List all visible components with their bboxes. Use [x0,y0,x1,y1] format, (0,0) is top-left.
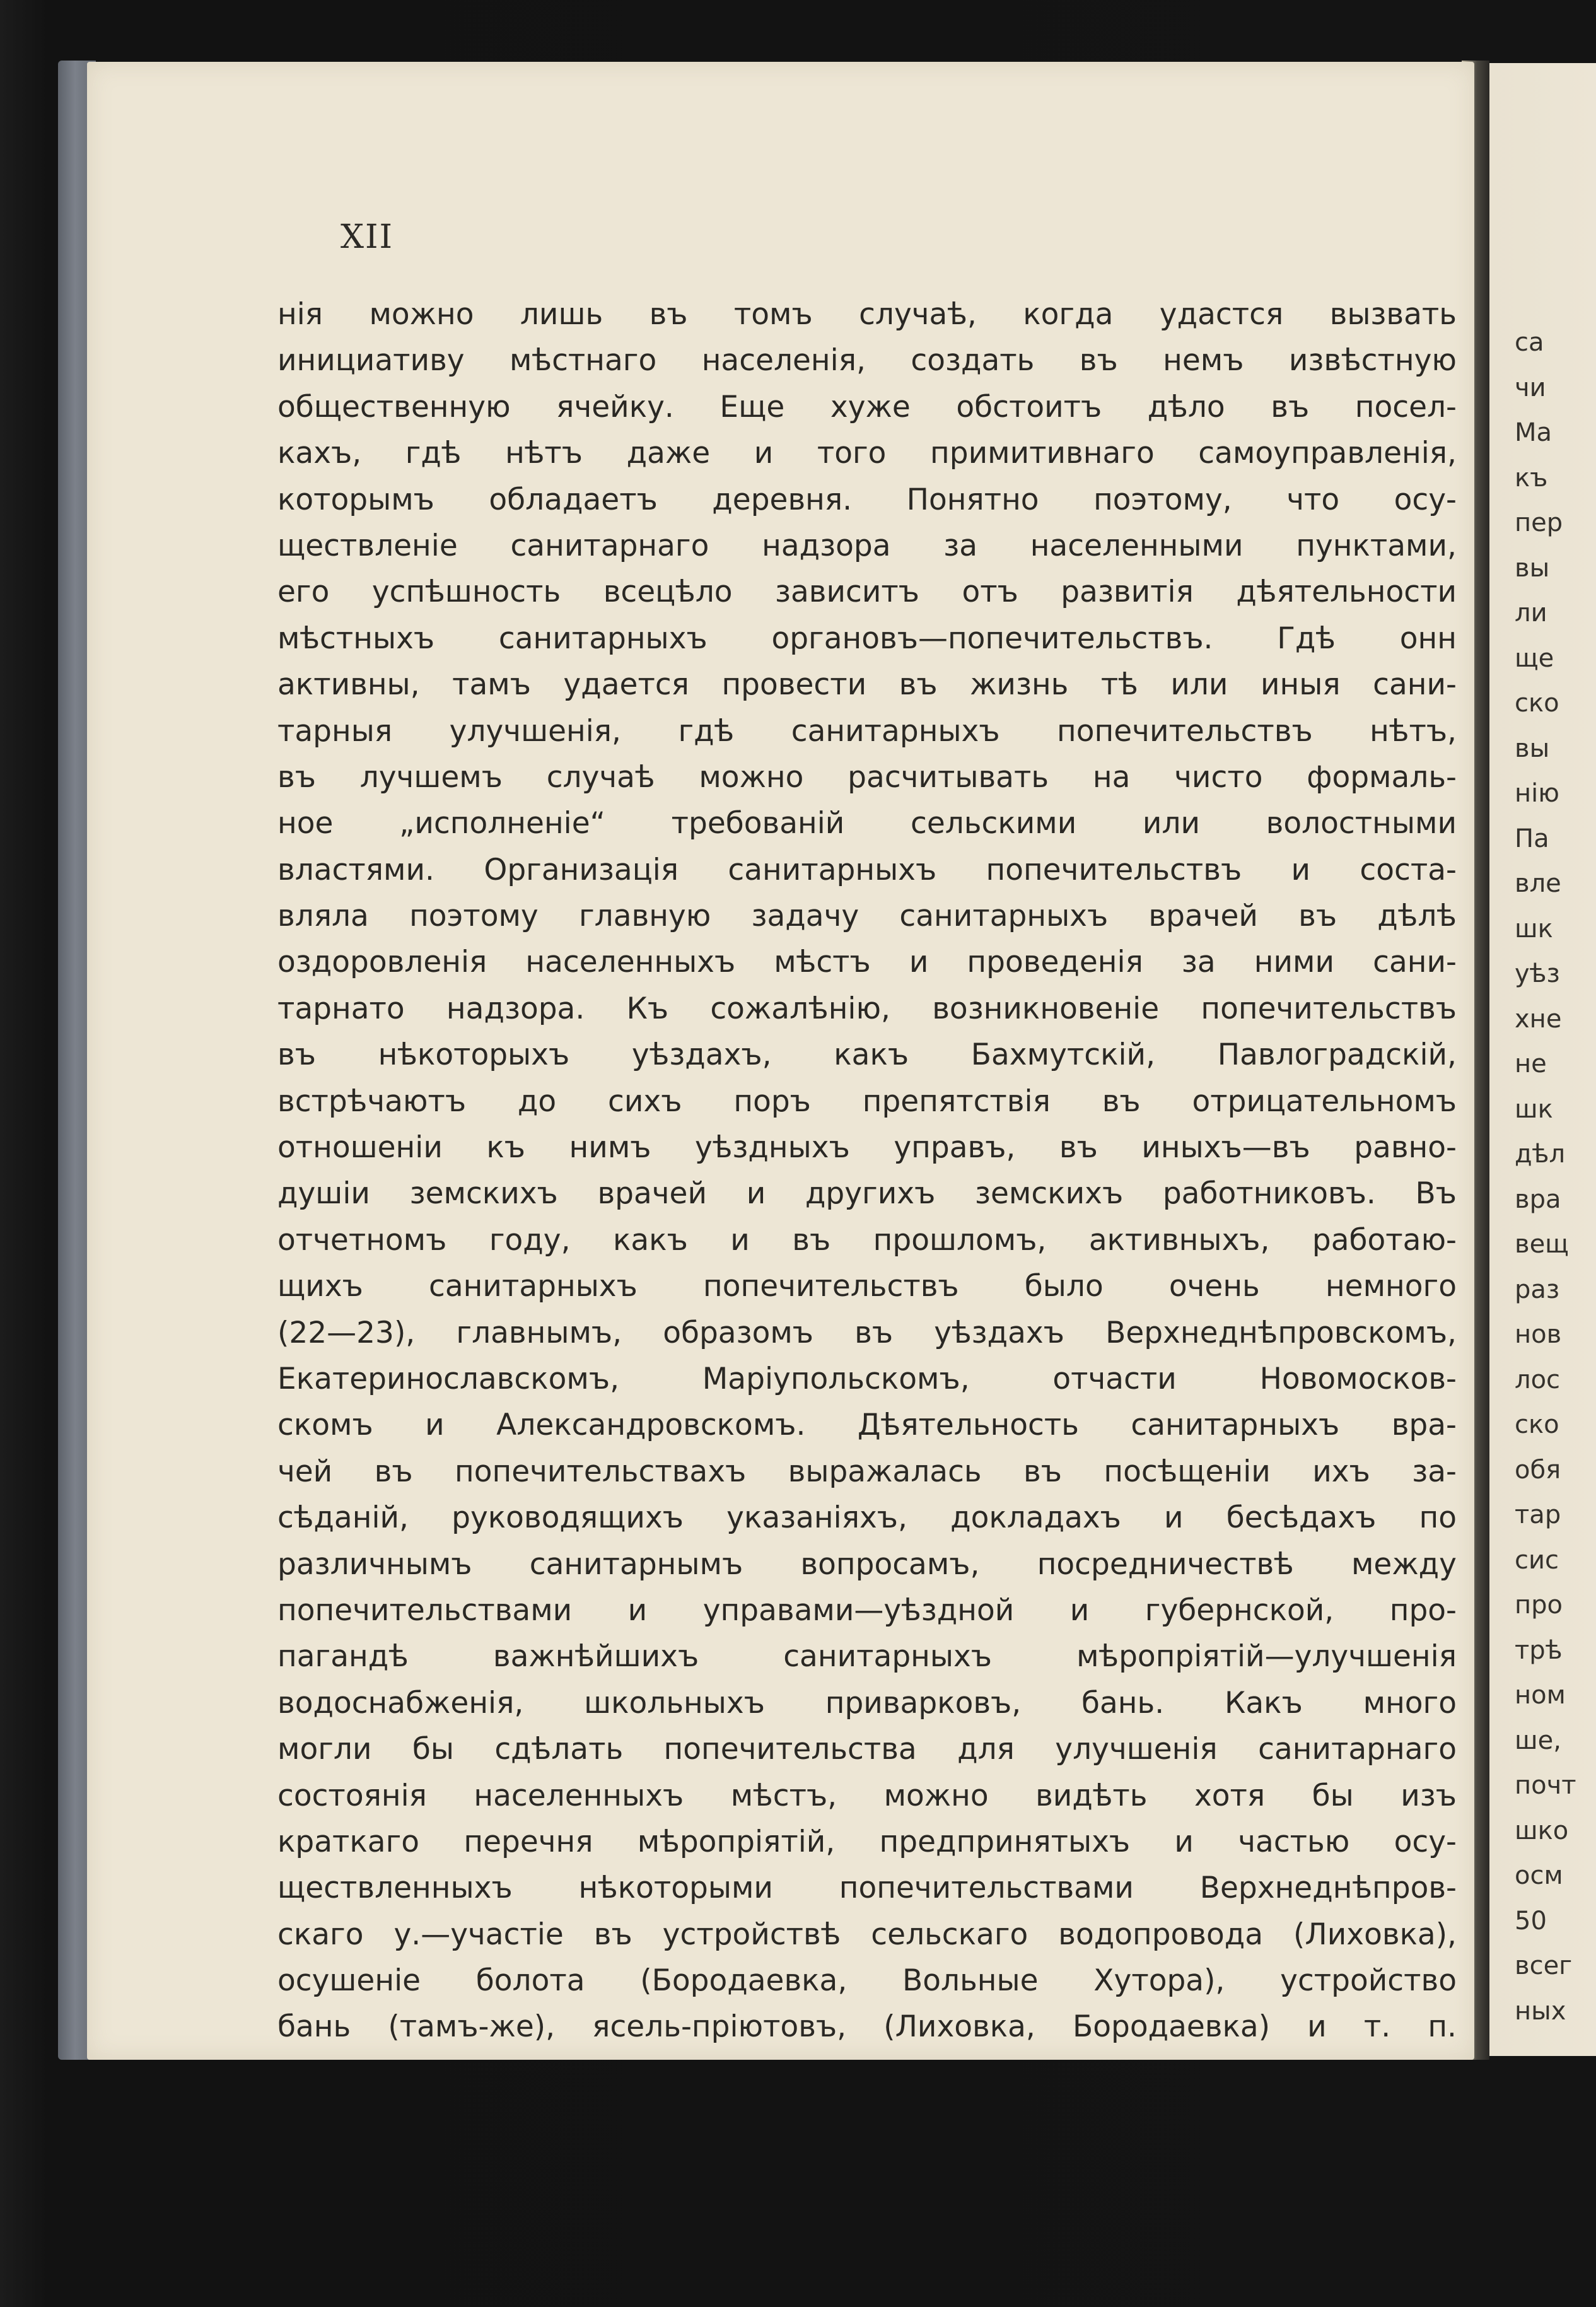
next-page-fragment: вы [1515,733,1550,763]
text-line: кахъ, гдѣ нѣтъ даже и того примитивнаго самоуправленія, [277,436,1457,471]
next-page-fragment: ном [1515,1681,1566,1710]
text-line: ществленіе санитарнаго надзора за населенными пунктами, [277,528,1457,563]
next-page-fragment: Ма [1515,418,1552,447]
text-line: попечительствами и управами—уѣздной и губернской, про- [277,1592,1457,1628]
text-line: ществленныхъ нѣкоторыми попечительствами Верхнеднѣпров- [277,1871,1457,1906]
next-page-fragment: трѣ [1515,1635,1563,1665]
text-line: нія можно лишь въ томъ случаѣ, когда удастся вызвать [277,297,1457,332]
next-page-fragment: вещ [1515,1230,1569,1259]
next-page-fragment: шко [1515,1816,1569,1845]
next-page-fragment: нов [1515,1320,1562,1349]
next-page-fragment: вра [1515,1184,1561,1214]
next-page-fragment: нію [1515,779,1559,808]
text-line: скаго у.—участіе въ устройствѣ сельскаго водопровода (Лиховка), [277,1917,1457,1952]
next-page-fragment: ско [1515,689,1559,718]
next-page-fragment: 50 [1515,1906,1547,1936]
next-page-fragment: ли [1515,599,1547,628]
text-line: мѣстныхъ санитарныхъ органовъ—попечительствъ. Гдѣ онн [277,621,1457,656]
text-line: отношеніи къ нимъ уѣздныхъ управъ, въ иныхъ—въ равно- [277,1130,1457,1165]
next-page-fragment: пер [1515,508,1563,537]
next-page-fragment: вы [1515,553,1550,583]
text-line: вляла поэтому главную задачу санитарныхъ врачей въ дѣлѣ [277,899,1457,934]
text-line: встрѣчаютъ до сихъ поръ препятствія въ отрицательномъ [277,1083,1457,1119]
text-line: въ нѣкоторыхъ уѣздахъ, какъ Бахмутскій, Павлоградскій, [277,1037,1457,1073]
text-line: скомъ и Александровскомъ. Дѣятельность санитарныхъ вра- [277,1408,1457,1443]
next-page-fragment: чи [1515,373,1546,402]
text-line: краткаго перечня мѣропріятій, предпринятыхъ и частью осу- [277,1824,1457,1859]
page-body-text [277,291,1457,2050]
text-line: чей въ попечительствахъ выражалась въ посѣщеніи ихъ за- [277,1454,1457,1489]
text-line: ное „исполненіе“ требованій сельскими или волостными [277,806,1457,841]
text-line: щихъ санитарныхъ попечительствъ было очень немного [277,1269,1457,1304]
next-page-fragment: раз [1515,1275,1560,1304]
next-page-fragment: обя [1515,1455,1561,1485]
text-line: оздоровленія населенныхъ мѣстъ и проведенія за ними сани- [277,945,1457,980]
next-page-fragment: дѣл [1515,1140,1566,1169]
text-line: могли бы сдѣлать попечительства для улучшенія санитарнаго [277,1732,1457,1767]
text-line: Екатеринославскомъ, Маріупольскомъ, отчасти Новомосков- [277,1361,1457,1396]
text-line: тарнато надзора. Къ сожалѣнію, возникновеніе попечительствъ [277,991,1457,1026]
next-page-fragment: са [1515,328,1544,357]
next-page-fragment: не [1515,1049,1547,1078]
text-line: состоянія населенныхъ мѣстъ, можно видѣть хотя бы изъ [277,1778,1457,1813]
text-line: тарныя улучшенія, гдѣ санитарныхъ попечительствъ нѣтъ, [277,713,1457,749]
page-number: XII [341,218,394,256]
next-page-fragment: ще [1515,643,1554,673]
next-page-fragment: шк [1515,1094,1553,1124]
next-page-fragment: Па [1515,824,1549,853]
text-line: (22—23), главнымъ, образомъ въ уѣздахъ Верхнеднѣпровскомъ, [277,1315,1457,1350]
next-page-fragment: почт [1515,1771,1576,1800]
text-line: общественную ячейку. Еще хуже обстоитъ дѣло въ посел- [277,389,1457,424]
text-line: которымъ обладаетъ деревня. Понятно поэтому, что осу- [277,482,1457,517]
next-page-fragment: вле [1515,869,1561,898]
text-line: властями. Организація санитарныхъ попечительствъ и соста- [277,852,1457,887]
next-page-fragment: шк [1515,914,1553,943]
next-page-fragment: ско [1515,1410,1559,1439]
next-page-fragment: про [1515,1591,1563,1620]
text-line: его успѣшность всецѣло зависитъ отъ развитія дѣятельности [277,575,1457,610]
next-page-fragment: тар [1515,1500,1561,1529]
next-page-fragment: уѣз [1515,959,1560,988]
next-page-fragment: хне [1515,1004,1562,1034]
text-line: сѣданій, руководящихъ указаніяхъ, докладахъ и бесѣдахъ по [277,1500,1457,1536]
text-line: осушеніе болота (Бородаевка, Вольные Хутора), устройство [277,1963,1457,1999]
next-page-fragment: осм [1515,1861,1563,1890]
text-line: душіи земскихъ врачей и другихъ земскихъ работниковъ. Въ [277,1176,1457,1212]
next-page-fragment: къ [1515,463,1548,493]
next-page-fragment: лос [1515,1365,1561,1394]
text-line: активны, тамъ удается провести въ жизнь тѣ или иныя сани- [277,667,1457,703]
text-line: инициативу мѣстнаго населенія, создать въ немъ извѣстную [277,343,1457,378]
next-page-fragment: сис [1515,1545,1559,1575]
text-line: различнымъ санитарнымъ вопросамъ, посредничествѣ между [277,1546,1457,1582]
text-line: въ лучшемъ случаѣ можно расчитывать на чисто формаль- [277,759,1457,795]
next-page-fragment: ных [1515,1996,1566,2026]
text-line: водоснабженія, школьныхъ приварковъ, бань. Какъ много [277,1685,1457,1720]
text-line: бань (тамъ-же), ясель-пріютовъ, (Лиховка, Бородаевка) и т. п. [277,2009,1457,2045]
next-page-fragment: ше, [1515,1726,1561,1755]
next-page-fragment: всег [1515,1951,1573,1980]
text-line: отчетномъ году, какъ и въ прошломъ, активныхъ, работаю- [277,1222,1457,1258]
text-line: пагандѣ важнѣйшихъ санитарныхъ мѣропріятій—улучшенія [277,1639,1457,1674]
